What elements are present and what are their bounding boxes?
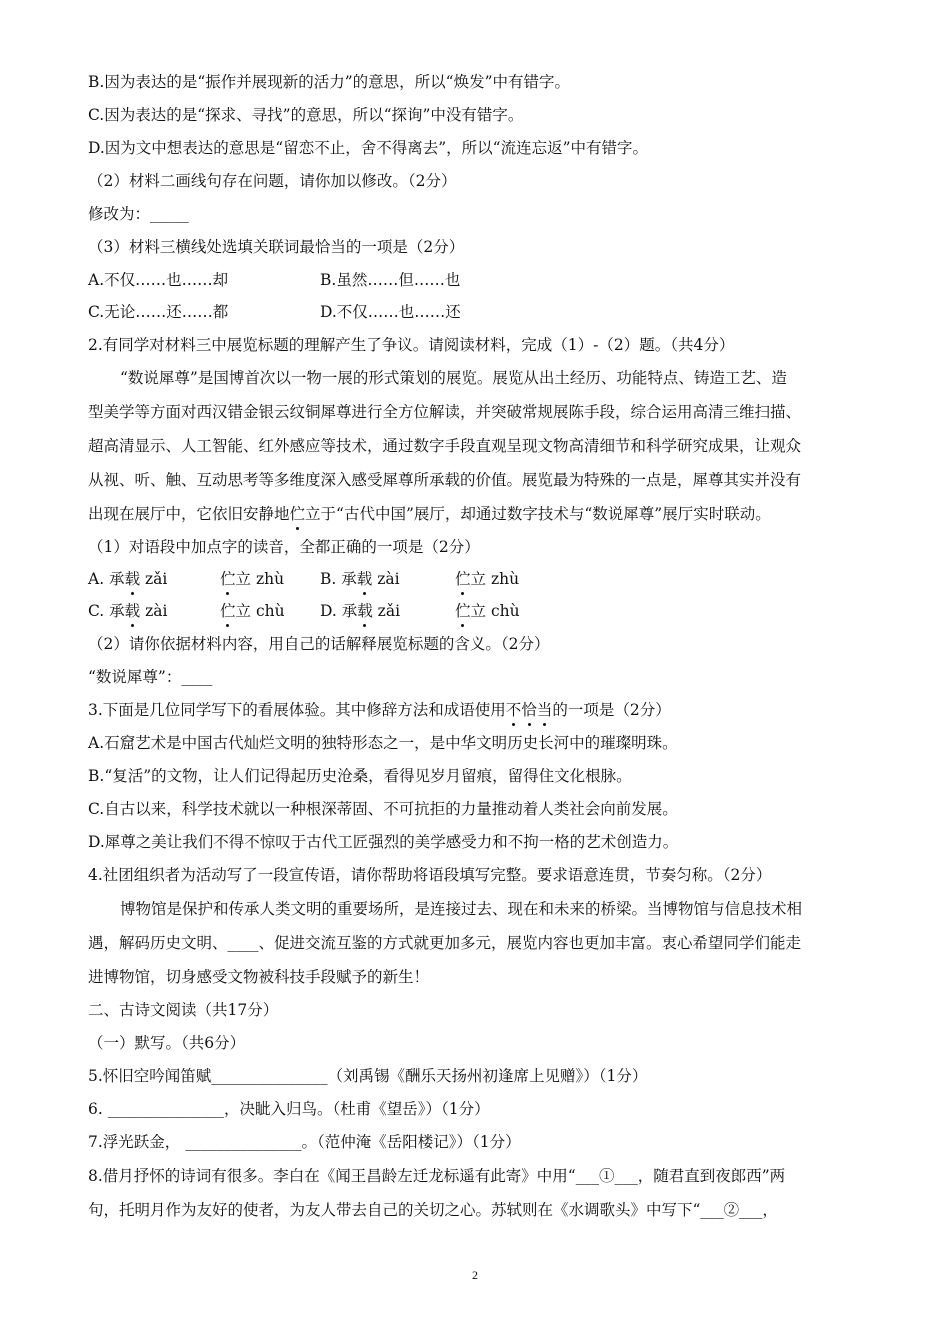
option-b: B.虽然……但……也 xyxy=(320,271,461,289)
passage-line: 出现在展厅中，它依旧安静地伫立于“古代中国”展厅，却通过数字技术与“数说犀尊”展厅实时联动。 xyxy=(88,505,771,523)
question-7: 7.浮光跃金， _______________。（范仲淹《岳阳楼记》）（1分） xyxy=(88,1133,521,1151)
option-a: A.不仅……也……却 xyxy=(88,271,229,289)
question-2-prompt: （2）材料二画线句存在问题，请你加以修改。（2分） xyxy=(88,172,457,190)
question-5: 5.怀旧空吟闻笛赋_______________（刘禹锡《酬乐天扬州初逢席上见赠》）（1分） xyxy=(88,1067,648,1085)
pron-option-a: A. 承载 zǎi xyxy=(88,570,168,588)
pron-option-b: B. 承载 zài xyxy=(320,570,400,588)
sub-question-2: （2）请你依据材料内容，用自己的话解释展览标题的含义。（2分） xyxy=(88,635,550,653)
pron-option-a-2: 伫立 zhù xyxy=(220,570,285,588)
question-8-line: 句，托明月作为友好的使者，为友人带去自己的关切之心。苏轼则在《水调歌头》中写下“___②___， xyxy=(88,1201,778,1219)
slogan-line: 博物馆是保护和传承人类文明的重要场所，是连接过去、现在和未来的桥梁。当博物馆与信息技术相 xyxy=(120,900,803,918)
option-b-line: B.“复活”的文物，让人们记得起历史沧桑，看得见岁月留痕，留得住文化根脉。 xyxy=(88,767,632,785)
question-8-line: 8.借月抒怀的诗词有很多。李白在《闻王昌龄左迁龙标遥有此寄》中用“___①___，随君直到夜郎西”两 xyxy=(88,1167,786,1185)
option-c-line: C.因为表达的是“探求、寻找”的意思，所以“探询”中没有错字。 xyxy=(88,106,524,124)
section-4-heading: 4.社团组织者为活动写了一段宣传语，请你帮助将语段填写完整。要求语意连贯，节奏匀称。（2分） xyxy=(88,866,772,884)
option-d-line: D.因为文中想表达的意思是“留恋不止，舍不得离去”，所以“流连忘返”中有错字。 xyxy=(88,139,649,157)
passage-line: 超高清显示、人工智能、红外感应等技术，通过数字手段直观呈现文物高清细节和科学研究成果，让观众 xyxy=(88,437,802,455)
passage-line: 从视、听、触、互动思考等多维度深入感受犀尊所承载的价值。展览最为特殊的一点是，犀尊其实并没有 xyxy=(88,471,802,489)
revision-answer-line: 修改为：_____ xyxy=(88,205,189,223)
section-2-heading: 2.有同学对材料三中展览标题的理解产生了争议。请阅读材料，完成（1）-（2）题。（共4分） xyxy=(88,336,735,354)
dotted-char: 伫 xyxy=(289,505,306,523)
slogan-line: 遇，解码历史文明、____、促进交流互鉴的方式就更加多元，展览内容也更加丰富。衷心希望同学们能走 xyxy=(88,934,802,952)
question-6: 6. _______________，决眦入归鸟。（杜甫《望岳》）（1分） xyxy=(88,1100,490,1118)
subsection-heading: （一）默写。（共6分） xyxy=(88,1034,246,1052)
passage-line: “数说犀尊”是国博首次以一物一展的形式策划的展览。展览从出土经历、功能特点、铸造工艺、造 xyxy=(120,369,787,387)
option-d-line: D.犀尊之美让我们不得不惊叹于古代工匠强烈的美学感受力和不拘一格的艺术创造力。 xyxy=(88,833,679,851)
option-a-line: A.石窟艺术是中国古代灿烂文明的独特形态之一，是中华文明历史长河中的璀璨明珠。 xyxy=(88,734,678,752)
slogan-line: 进博物馆，切身感受文物被科技手段赋予的新生！ xyxy=(88,968,430,986)
option-d: D.不仅……也……还 xyxy=(320,303,461,321)
option-b-line: B.因为表达的是“振作并展现新的活力”的意思，所以“焕发”中有错字。 xyxy=(88,73,571,91)
pron-option-d-2: 伫立 chù xyxy=(455,602,520,620)
passage-line: 型美学等方面对西汉错金银云纹铜犀尊进行全方位解读，并突破常规展陈手段，综合运用高清三维扫描、 xyxy=(88,403,802,421)
title-answer-line: “数说犀尊”：____ xyxy=(88,668,213,686)
pron-option-c-2: 伫立 chù xyxy=(220,602,285,620)
pron-option-b-2: 伫立 zhù xyxy=(455,570,520,588)
sub-question-1: （1）对语段中加点字的读音，全都正确的一项是（2分） xyxy=(88,538,480,556)
option-c: C.无论……还……都 xyxy=(88,303,229,321)
question-3-prompt: （3）材料三横线处选填关联词最恰当的一项是（2分） xyxy=(88,238,465,256)
option-c-line: C.自古以来，科学技术就以一种根深蒂固、不可抗拒的力量推动着人类社会向前发展。 xyxy=(88,800,678,818)
part-2-heading: 二、古诗文阅读（共17分） xyxy=(88,1001,279,1019)
page-number: 2 xyxy=(472,1268,478,1282)
pron-option-d: D. 承载 zǎi xyxy=(320,602,401,620)
pron-option-c: C. 承载 zài xyxy=(88,602,168,620)
section-3-heading: 3.下面是几位同学写下的看展体验。其中修辞方法和成语使用不恰当的一项是（2分） xyxy=(88,701,671,719)
